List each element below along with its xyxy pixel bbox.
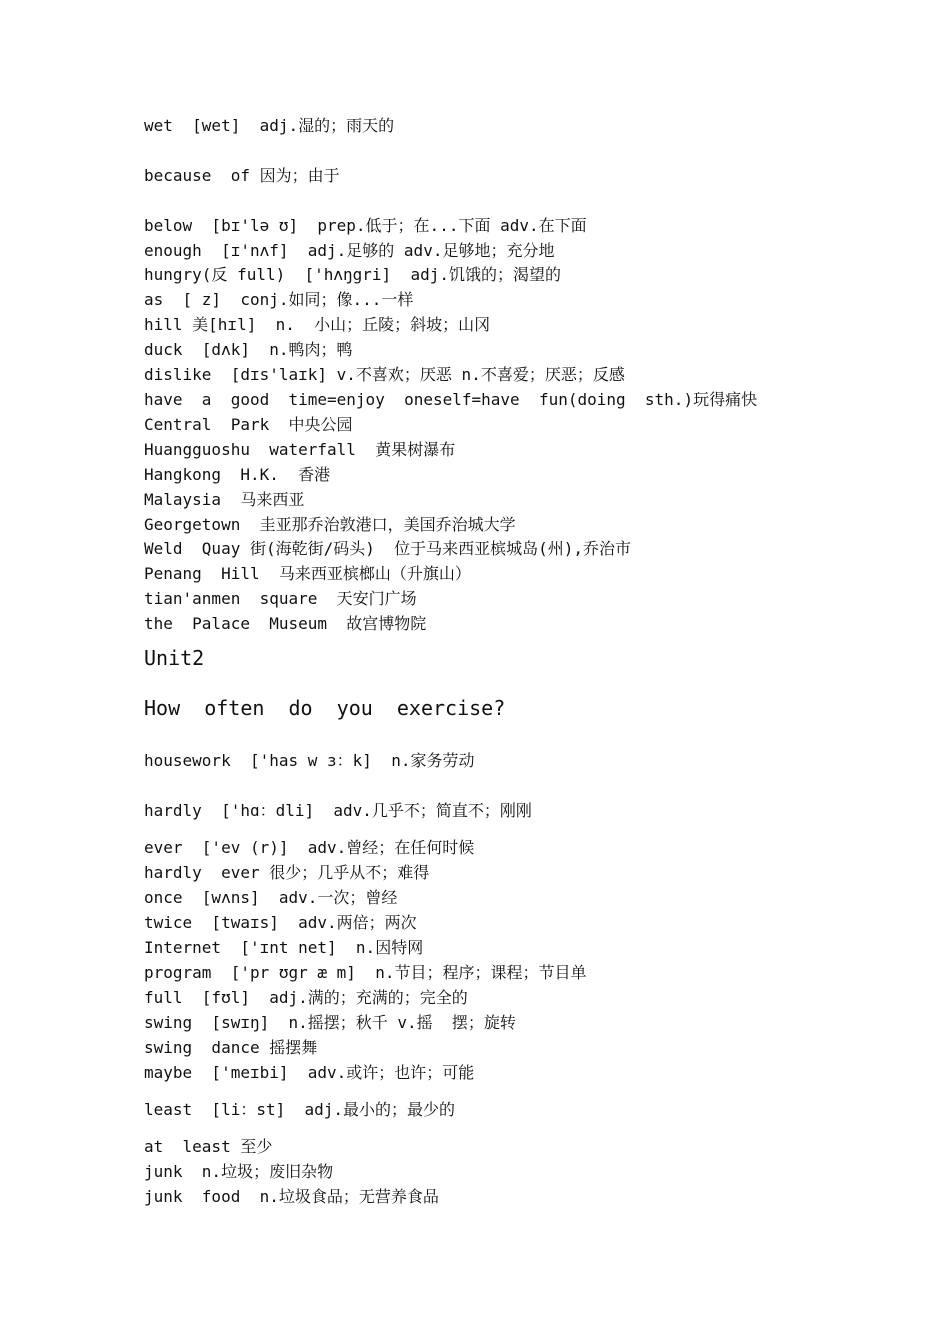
vocab-entry-as: as [ z] conj.如同；像...一样 [144,290,414,309]
vocab-entry-penang-hill: Penang Hill 马来西亚槟榔山（升旗山） [144,564,471,583]
vocab-entry-at-least: at least 至少 [144,1137,273,1156]
vocab-entry-housework: housework ['has w з：k] n.家务劳动 [144,751,475,770]
vocab-entry-once: once [wʌns] adv.一次；曾经 [144,888,398,907]
vocab-entry-weld-quay: Weld Quay 街(海乾街/码头) 位于马来西亚槟城岛(州),乔治市 [144,539,632,558]
vocab-entry-twice: twice [twaɪs] adv.两倍；两次 [144,913,417,932]
vocab-entry-dislike: dislike [dɪs'laɪk] v.不喜欢；厌恶 n.不喜爱；厌恶；反感 [144,365,625,384]
vocab-entry-hangkong: Hangkong H.K. 香港 [144,465,331,484]
vocab-entry-central-park: Central Park 中央公园 [144,415,353,434]
vocab-entry-hungry: hungry(反 full) ['hʌŋgri] adj.饥饿的；渴望的 [144,265,561,284]
vocab-entry-maybe: maybe ['meɪbi] adv.或许；也许；可能 [144,1063,475,1082]
vocab-entry-wet: wet [wet] adj.湿的；雨天的 [144,116,395,135]
vocab-entry-junk: junk n.垃圾；废旧杂物 [144,1162,334,1181]
vocab-entry-tiananmen: tian'anmen square 天安门广场 [144,589,417,608]
vocab-entry-swing-dance: swing dance 摇摆舞 [144,1038,318,1057]
vocab-entry-program: program ['pr ʊgr æ m] n.节目；程序；课程；节目单 [144,963,587,982]
lesson-title: How often do you exercise? [144,696,506,720]
vocab-entry-duck: duck [dʌk] n.鸭肉；鸭 [144,340,353,359]
vocab-entry-junk-food: junk food n.垃圾食品；无营养食品 [144,1187,439,1206]
vocab-entry-georgetown: Georgetown 圭亚那乔治敦港口，美国乔治城大学 [144,515,516,534]
vocab-entry-have-a-good-time: have a good time=enjoy oneself=have fun(doing sth.)玩得痛快 [144,390,758,409]
vocab-entry-least: least [li：st] adj.最小的；最少的 [144,1100,456,1119]
vocab-entry-because-of: because of 因为；由于 [144,166,340,185]
vocab-entry-full: full [fʊl] adj.满的；充满的；完全的 [144,988,468,1007]
vocab-entry-below: below [bɪ'lə ʊ] prep.低于；在...下面 adv.在下面 [144,216,587,235]
vocab-entry-hardly-ever: hardly ever 很少；几乎从不；难得 [144,863,430,882]
vocab-entry-internet: Internet ['ɪnt net] n.因特网 [144,938,424,957]
unit-title: Unit2 [144,646,205,670]
vocab-entry-palace-museum: the Palace Museum 故宫博物院 [144,614,427,633]
vocab-entry-hardly: hardly ['hɑ：dli] adv.几乎不；简直不；刚刚 [144,801,532,820]
vocab-entry-ever: ever ['ev (r)] adv.曾经；在任何时候 [144,838,475,857]
vocab-entry-enough: enough [ɪ'nʌf] adj.足够的 adv.足够地；充分地 [144,241,555,260]
vocab-entry-malaysia: Malaysia 马来西亚 [144,490,305,509]
vocab-entry-swing: swing [swɪŋ] n.摇摆；秋千 v.摇 摆；旋转 [144,1013,516,1032]
vocab-entry-huangguoshu: Huangguoshu waterfall 黄果树瀑布 [144,440,456,459]
vocab-entry-hill: hill 美[hɪl] n. 小山；丘陵；斜坡；山冈 [144,315,491,334]
